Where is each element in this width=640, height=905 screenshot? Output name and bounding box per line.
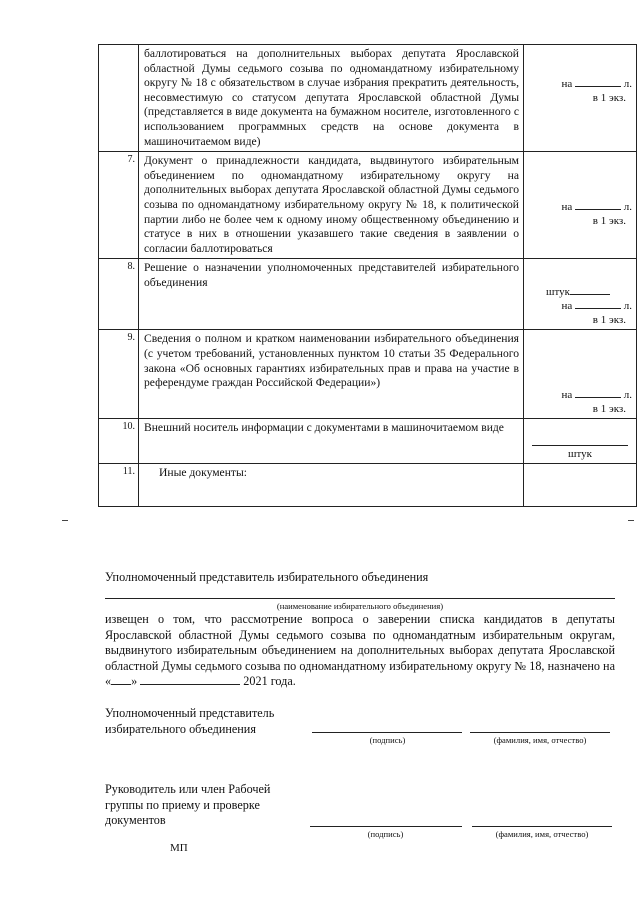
row-number: 11.: [99, 464, 139, 507]
scan-mark: [62, 520, 68, 521]
row-quantity: штук на л. в 1 экз.: [524, 259, 637, 330]
table-row: [99, 464, 637, 507]
sign1-name-line: [470, 732, 610, 733]
table-row: [99, 152, 637, 259]
sign2-signature-line: [310, 826, 462, 827]
stamp-place: МП: [170, 842, 188, 854]
row-quantity: штук: [524, 419, 637, 464]
row-number: 10.: [99, 419, 139, 464]
sign2-signature-caption: (подпись): [367, 829, 404, 839]
row-number: 8.: [99, 259, 139, 330]
table-row: [99, 419, 637, 464]
table-row: [99, 330, 637, 419]
row-description: Документ о принадлежности кандидата, выдвинутого избирательным объединением по одномандатному избирательному округу на дополнительных выборах депутата Ярославской областной Думы седьмого созыва по одномандатному избирательному округу № 18, к политической партии либо не более чем к одному иному общественному объединению и статусе в них в отношении указавшего такие сведения в заявлении о согласии баллотироваться: [139, 152, 524, 259]
row-description: Сведения о полном и кратком наименовании избирательного объединения (с учетом требований, установленных пунктом 10 статьи 35 Федерального закона «Об основных гарантиях избирательных прав и права на участие в референдуме граждан Российской Федерации»): [139, 330, 524, 419]
row-description: Иные документы:: [139, 464, 524, 507]
table-row: [99, 259, 637, 330]
sign2-name-line: [472, 826, 612, 827]
sign2-name-caption: (фамилия, имя, отчество): [495, 829, 589, 839]
row-quantity: на л. в 1 экз.: [524, 152, 637, 259]
sign1-signature-caption: (подпись): [369, 735, 406, 745]
row-quantity: [524, 464, 637, 507]
sign2-role: Руководитель или член Рабочей группы по приему и проверке документов: [105, 782, 271, 827]
row-quantity: на л. в 1 экз.: [524, 45, 637, 152]
row-quantity: на л. в 1 экз.: [524, 330, 637, 419]
row-description: Внешний носитель информации с документами в машиночитаемом виде: [139, 419, 524, 464]
scan-mark: [628, 520, 634, 521]
sign1-name-caption: (фамилия, имя, отчество): [493, 735, 587, 745]
row-number: 9.: [99, 330, 139, 419]
organization-name-caption: (наименование избирательного объединения): [276, 601, 444, 611]
row-number: [99, 45, 139, 152]
sign1-role: Уполномоченный представитель избирательного объединения: [105, 706, 275, 736]
notice-heading: Уполномоченный представитель избирательного объединения: [105, 570, 429, 584]
sign1-signature-line: [312, 732, 462, 733]
row-description: Решение о назначении уполномоченных представителей избирательного объединения: [139, 259, 524, 330]
row-number: 7.: [99, 152, 139, 259]
notice-body: извещен о том, что рассмотрение вопроса о заверении списка кандидатов в депутаты Ярославской областной Думы седьмого созыва по одномандатным избирательным округам, выдвинутого избирательным объединением на дополнительных выборах депутата Ярославской областной Думы седьмого созыва по одномандатному избирательному округу № 18, назначено на « » 2021 года.: [105, 612, 615, 688]
documents-table: [98, 44, 637, 507]
table-row: [99, 45, 637, 152]
organization-name-line: [105, 598, 615, 599]
row-description: баллотироваться на дополнительных выборах депутата Ярославской областной Думы седьмого созыва по одномандатному избирательному округу № 18 с обязательством в случае избрания прекратить деятельность, несовместимую со статусом депутата Ярославской областной Думы (представляется в виде документа на бумажном носителе, изготовленного с использованием программных средств на основе документа в машиночитаемом виде): [139, 45, 524, 152]
